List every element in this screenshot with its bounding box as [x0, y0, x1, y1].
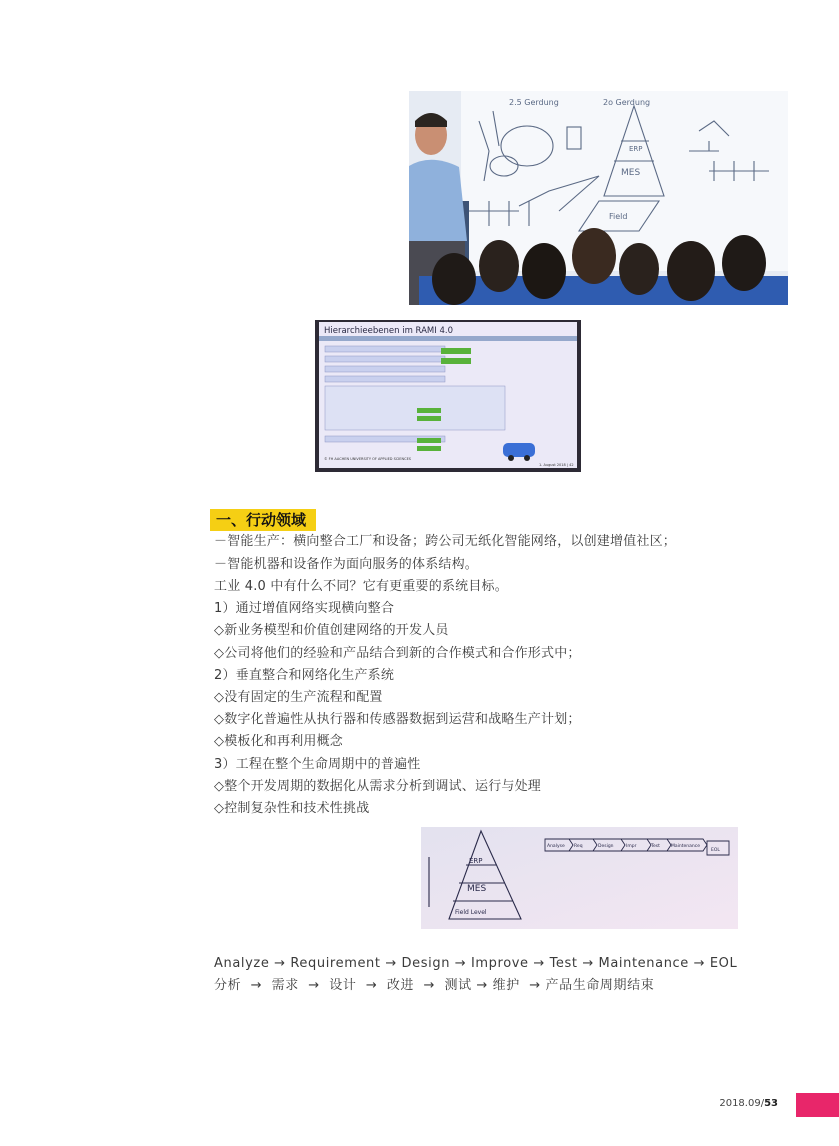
slide-footer-right: 1. August 2018 | 42: [539, 463, 574, 467]
body-line: ◇模板化和再利用概念: [214, 734, 343, 749]
board-label: MES: [621, 168, 641, 178]
pyramid-label: Field Level: [455, 909, 487, 916]
body-line: ◇没有固定的生产流程和配置: [214, 690, 383, 705]
board-label: Field: [609, 212, 628, 221]
flow-box-label: EOL: [711, 848, 720, 853]
body-line: －智能生产：横向整合工厂和设备；跨公司无纸化智能网络，以创建增值社区；: [214, 534, 677, 549]
body-line: －智能机器和设备作为面向服务的体系结构。: [214, 557, 479, 572]
board-label: 2o Gerdung: [603, 98, 651, 107]
rami-slide-photo: [315, 320, 581, 472]
slide-footer-left: © FH AACHEN UNIVERSITY OF APPLIED SCIENCES: [324, 457, 412, 461]
flow-box-label: Maintenance: [671, 844, 700, 849]
board-label: ERP: [629, 145, 643, 153]
flow-box-label: Test: [651, 844, 660, 849]
slide-title: Hierarchieebenen im RAMI 4.0: [324, 326, 453, 336]
flow-box-label: Analyse: [547, 844, 565, 849]
body-line: ◇数字化普遍性从执行器和传感器数据到运营和战略生产计划；: [214, 712, 581, 727]
page-footer: 2018.09/53: [719, 1098, 778, 1109]
body-line: ◇整个开发周期的数据化从需求分析到调试、运行与处理: [214, 779, 541, 794]
classroom-whiteboard-photo: [409, 91, 788, 305]
body-line: ◇控制复杂性和技术性挑战: [214, 801, 370, 816]
flow-box-label: Impr: [626, 844, 637, 849]
process-flow-english: Analyze → Requirement → Design → Improve → Test → Maintenance → EOL: [214, 956, 738, 971]
issue-date: 2018.09: [719, 1098, 761, 1109]
pyramid-label: ERP: [469, 857, 483, 865]
pyramid-process-photo: [421, 827, 738, 929]
footer-accent-bar: [796, 1093, 839, 1117]
board-label: 2.5 Gerdung: [509, 98, 559, 107]
body-line: 工业 4.0 中有什么不同？它有更重要的系统目标。: [214, 579, 508, 594]
page-number: 53: [764, 1098, 778, 1109]
pyramid-label: MES: [467, 884, 487, 894]
flow-box-label: Req: [574, 844, 583, 849]
section-heading: 一、行动领域: [210, 509, 316, 531]
process-flow-chinese: 分析 → 需求 → 设计 → 改进 → 测试 → 维护 → 产品生命周期结束: [214, 978, 655, 993]
body-line: ◇新业务模型和价值创建网络的开发人员: [214, 623, 449, 638]
body-line: 2）垂直整合和网络化生产系统: [214, 668, 395, 683]
body-line: 3）工程在整个生命周期中的普遍性: [214, 757, 421, 772]
body-line: ◇公司将他们的经验和产品结合到新的合作模式和合作形式中；: [214, 646, 581, 661]
flow-box-label: Design: [598, 844, 614, 849]
body-line: 1）通过增值网络实现横向整合: [214, 601, 395, 616]
